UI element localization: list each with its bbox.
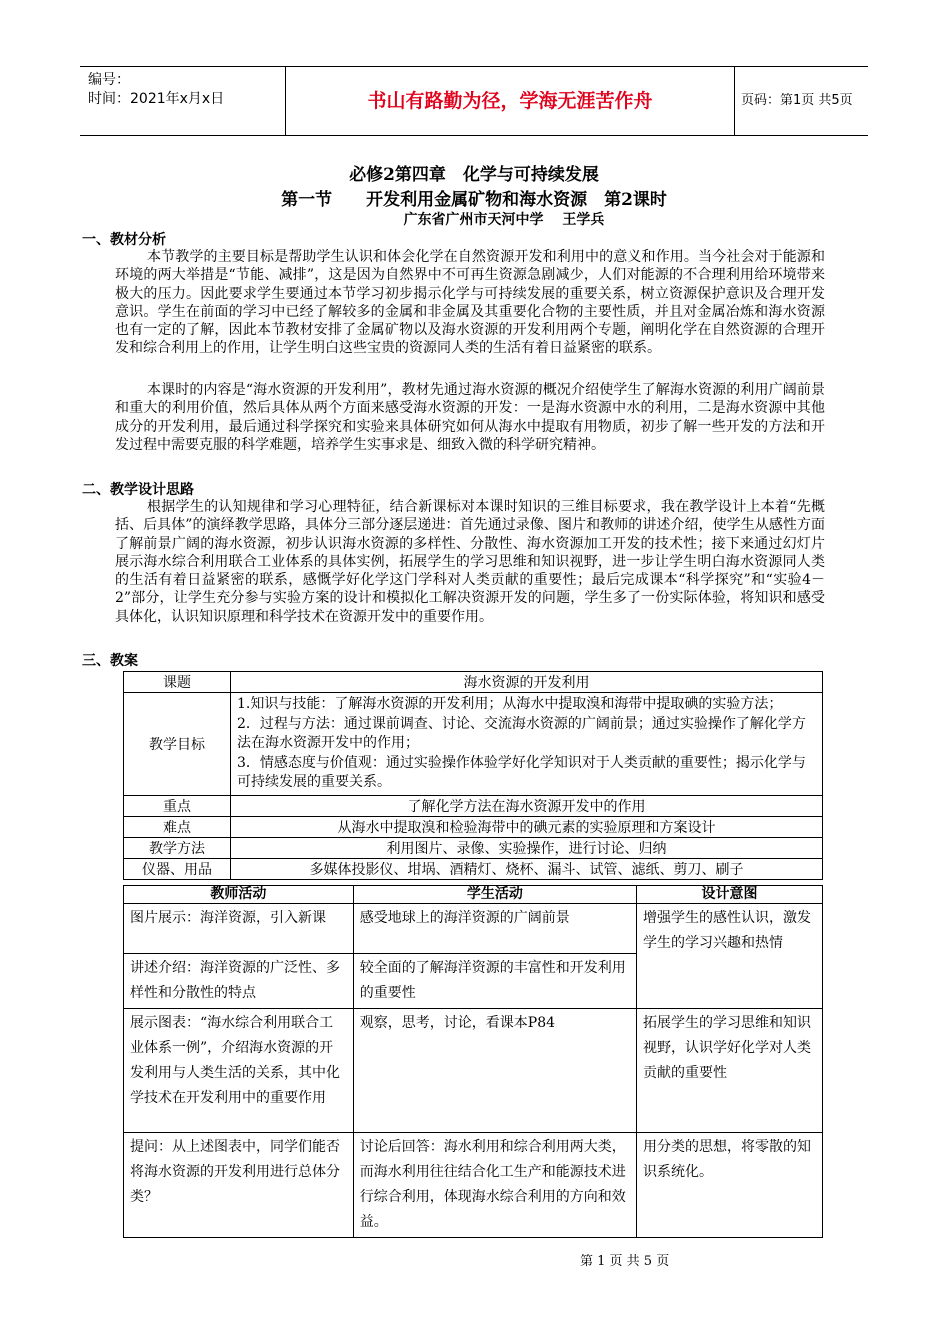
teacher-activity: 图片展示：海洋资源，引入新课 [124,904,354,954]
table-row [124,1009,823,1133]
time-label: 时间：2021年x月x日 [88,91,225,107]
goal-2: 2．过程与方法：通过课前调查、讨论、交流海水资源的广阔前景；通过实验操作了解化学方法在海水资源开发中的作用； [237,715,806,752]
tools-value: 多媒体投影仪、坩埚、酒精灯、烧杯、漏斗、试管、滤纸、剪刀、刷子 [231,858,823,879]
header-box [80,66,868,136]
tools-label: 仪器、用品 [124,858,231,879]
page-footer: 第 1 页 共 5 页 [580,1254,670,1269]
lesson-info-table [123,671,823,880]
header-page-info: 页码：第1页 共5页 [741,93,853,108]
teacher-activity: 讲述介绍：海洋资源的广泛性、多样性和分散性的特点 [124,954,354,1009]
section-2-paragraph: 根据学生的认知规律和学习心理特征，结合新课标对本课时知识的三维目标要求，我在教学设计上本着“先概括、后具体”的演绎教学思路，具体分三部分逐层递进：首先通过录像、图片和教师的讲述介绍，使学生从感性方面了解前景广阔的海水资源，初步认识海水资源的多样性、分散性、海水资源加工开发的技术性；接下来通过幻灯片展示海水综合利用联合工业体系的具体实例，拓展学生的学习思维和知识视野，进一步让学生明白海水资源同人类的生活有着日益紧密的联系，感慨学好化学这门学科对人类贡献的重要性；最后完成课本“科学探究”和“实验4－2”部分，让学生充分参与实验方案的设计和模拟化工解决资源开发的问题，学生多了一份实际体验，将知识和感受具体化，认识知识原理和科学技术在资源开发中的重要作用。 [115,499,825,625]
doc-subtitle: 第一节 开发利用金属矿物和海水资源 第2课时 [281,190,667,210]
key-label: 重点 [124,795,231,816]
method-label: 教学方法 [124,837,231,858]
section-heading-1: 一、教材分析 [82,232,166,248]
section-1-paragraph-1: 本节教学的主要目标是帮助学生认识和体会化学在自然资源开发和利用中的意义和作用。当今社会对于能源和环境的两大举措是“节能、减排”，这是因为自然界中不可再生资源急剧减少，人们对能源的不合理利用给环境带来极大的压力。因此要求学生要通过本节学习初步揭示化学与可持续发展的重要关系，树立资源保护意识及合理开发意识。学生在前面的学习中已经了解较多的金属和非金属及其重要化合物的主要性质，并且对金属冶炼和海水资源也有一定的了解，因此本节教材安排了金属矿物以及海水资源的开发利用两个专题，阐明化学在自然资源的合理开发和综合利用上的作用，让学生明白这些宝贵的资源同人类的生活有着日益紧密的联系。 [115,249,825,357]
header-student: 学生活动 [353,886,636,904]
number-label: 编号： [88,72,130,88]
goals-label: 教学目标 [124,693,231,796]
header-meta [80,67,285,135]
design-intent: 增强学生的感性认识，激发学生的学习兴趣和热情 [637,904,823,1009]
method-value: 利用图片、录像、实验操作，进行讨论、归纳 [231,837,823,858]
doc-title: 必修2第四章 化学与可持续发展 [349,165,599,185]
student-activity: 感受地球上的海洋资源的广阔前景 [353,904,636,954]
student-activity: 较全面的了解海洋资源的丰富性和开发利用的重要性 [353,954,636,1009]
table-row [124,904,823,954]
key-value: 了解化学方法在海水资源开发中的作用 [231,795,823,816]
student-activity: 观察，思考，讨论，看课本P84 [353,1009,636,1133]
teacher-activity: 提问：从上述图表中，同学们能否将海水资源的开发利用进行总体分类？ [124,1133,354,1238]
difficulty-value: 从海水中提取溴和检验海带中的碘元素的实验原理和方案设计 [231,816,823,837]
goal-3: 3．情感态度与价值观：通过实验操作体验学好化学知识对于人类贡献的重要性；揭示化学与可持续发展的重要关系。 [237,754,806,791]
header-intent: 设计意图 [637,886,823,904]
header-motto: 书山有路勤为径，学海无涯苦作舟 [285,67,735,135]
section-heading-3: 三、教案 [82,653,138,669]
teacher-activity: 展示图表：“海水综合利用联合工业体系一例”，介绍海水资源的开发利用与人类生活的关系，其中化学技术在开发利用中的重要作用 [124,1009,354,1133]
header-teacher: 教师活动 [124,886,354,904]
design-intent: 用分类的思想，将零散的知识系统化。 [637,1133,823,1238]
section-heading-2: 二、教学设计思路 [82,482,194,498]
design-intent: 拓展学生的学习思维和知识视野，认识学好化学对人类贡献的重要性 [637,1009,823,1133]
section-1-paragraph-2: 本课时的内容是“海水资源的开发利用”，教材先通过海水资源的概况介绍使学生了解海水资源的利用广阔前景和重大的利用价值，然后具体从两个方面来感受海水资源的开发：一是海水资源中水的利用，二是海水资源中其他成分的开发利用，最后通过科学探究和实验来具体研究如何从海水中提取有用物质，初步了解一些开发的方法和开发过程中需要克服的科学难题，培养学生实事求是、细致入微的科学研究精神。 [115,382,825,453]
goals-value [231,693,823,796]
topic-value: 海水资源的开发利用 [231,672,823,693]
difficulty-label: 难点 [124,816,231,837]
doc-author: 广东省广州市天河中学 王学兵 [403,212,605,228]
table-row [124,1133,823,1238]
topic-label: 课题 [124,672,231,693]
student-activity: 讨论后回答：海水利用和综合利用两大类，而海水利用往往结合化工生产和能源技术进行综合利用，体现海水综合利用的方向和效益。 [353,1133,636,1238]
activities-table [123,885,823,1238]
goal-1: 1.知识与技能：了解海水资源的开发利用；从海水中提取溴和海带中提取碘的实验方法； [237,696,783,712]
